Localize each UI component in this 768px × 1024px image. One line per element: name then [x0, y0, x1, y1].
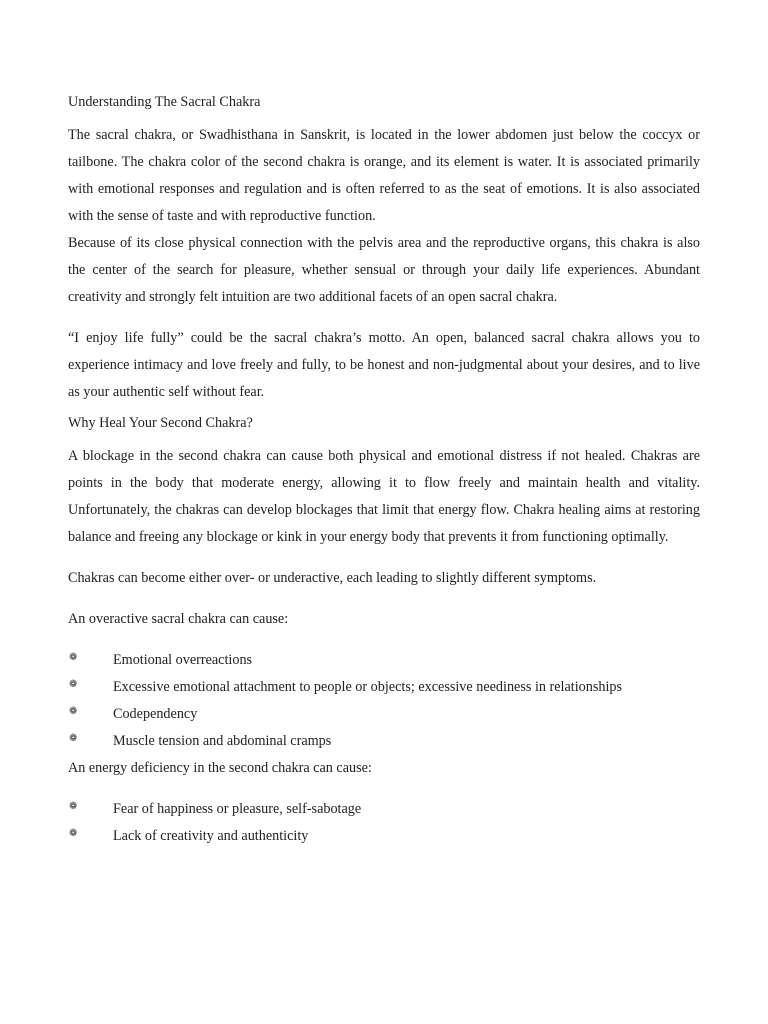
- deficiency-intro: An energy deficiency in the second chakra can cause:: [68, 760, 372, 776]
- flower-bullet-icon: ❁: [69, 706, 78, 717]
- flower-bullet-icon: ❁: [69, 733, 78, 744]
- list-item-text: Muscle tension and abdominal cramps: [113, 733, 332, 749]
- document-page: [68, 89, 700, 850]
- paragraph-pleasure-center: Because of its close physical connection with the pelvis area and the reproductive organs, this chakra is also the center of the search for pleasure, whether sensual or through your daily life experiences. Abundant creativity and strongly felt intuition are two additional facets of an open sacral chakra.: [68, 235, 700, 305]
- list-item-text: Fear of happiness or pleasure, self-sabotage: [113, 801, 362, 817]
- overactive-intro: An overactive sacral chakra can cause:: [68, 611, 289, 627]
- paragraph-over-underactive: Chakras can become either over- or underactive, each leading to slightly different symptoms.: [68, 570, 597, 586]
- flower-bullet-icon: ❁: [69, 801, 78, 812]
- paragraph-location: The sacral chakra, or Swadhisthana in Sanskrit, is located in the lower abdomen just below the coccyx or tailbone. The chakra color of the second chakra is orange, and its element is water. It is associated primarily with emotional responses and regulation and is often referred to as the seat of emotions. It is also associated with the sense of taste and with reproductive function.: [68, 127, 700, 224]
- list-item: [68, 701, 700, 728]
- paragraph-blockage: A blockage in the second chakra can cause both physical and emotional distress if not healed. Chakras are points in the body that moderate energy, allowing it to flow freely and maintain health and vitality. Unfortunately, the chakras can develop blockages that limit that energy flow. Chakra healing aims at restoring balance and freeing any blockage or kink in your energy body that prevents it from functioning optimally.: [68, 448, 700, 545]
- overactive-symptoms-list: [68, 647, 700, 755]
- list-item-text: Emotional overreactions: [113, 652, 253, 668]
- section-heading-why-heal: Why Heal Your Second Chakra?: [68, 415, 253, 431]
- list-item: [68, 728, 700, 755]
- deficiency-symptoms-list: [68, 796, 700, 850]
- list-item: [68, 674, 700, 701]
- flower-bullet-icon: ❁: [69, 828, 78, 839]
- list-item: [68, 796, 700, 823]
- list-item: [68, 823, 700, 850]
- list-item-text: Excessive emotional attachment to people or objects; excessive neediness in relationships: [113, 679, 623, 695]
- flower-bullet-icon: ❁: [69, 652, 78, 663]
- list-item: [68, 647, 700, 674]
- list-item-text: Lack of creativity and authenticity: [113, 828, 309, 844]
- paragraph-motto: “I enjoy life fully” could be the sacral chakra’s motto. An open, balanced sacral chakra allows you to experience intimacy and love freely and fully, to be honest and non-judgmental about your desires, and to live as your authentic self without fear.: [68, 330, 700, 400]
- flower-bullet-icon: ❁: [69, 679, 78, 690]
- list-item-text: Codependency: [113, 706, 198, 722]
- document-title: Understanding The Sacral Chakra: [68, 94, 261, 110]
